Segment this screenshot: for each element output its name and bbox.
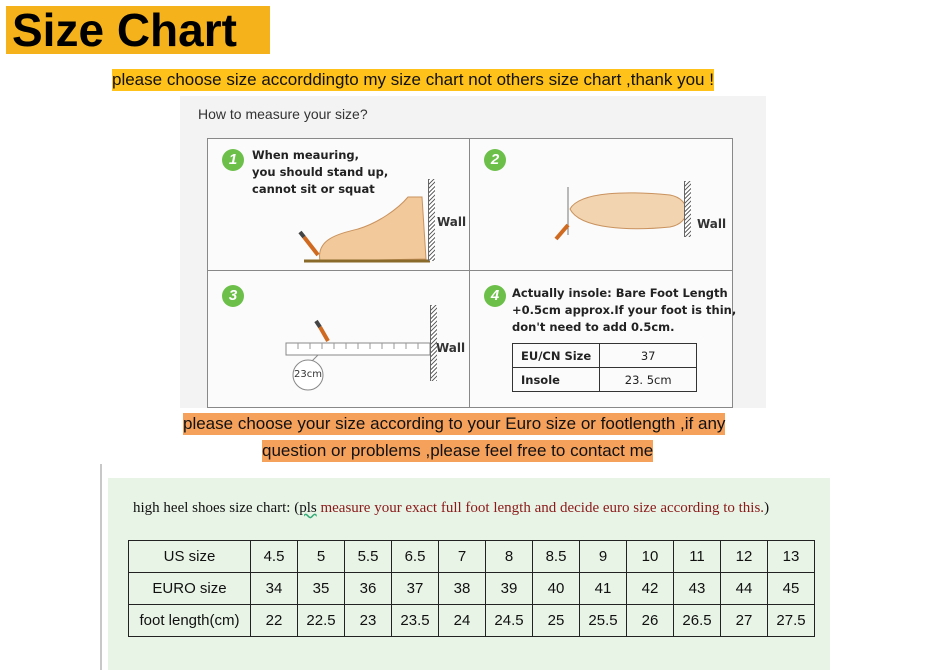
size-cell: 36 <box>345 573 392 605</box>
size-cell: 45 <box>768 573 815 605</box>
size-cell: 9 <box>580 541 627 573</box>
size-cell: 40 <box>533 573 580 605</box>
size-cell: 26 <box>627 605 674 637</box>
size-cell: 4.5 <box>251 541 298 573</box>
step-4-note: Actually insole: Bare Foot Length +0.5cm approx.If your foot is thin, don't need to add 0.5cm. <box>512 286 737 334</box>
caption-instruction: measure your exact full foot length and decide euro size according to this. <box>316 500 765 516</box>
insole-table-value: 23. 5cm <box>600 368 697 392</box>
step-1-note: When meauring, you should stand up, cannot sit or squat <box>252 148 389 196</box>
size-cell: 8 <box>486 541 533 573</box>
size-cell: 11 <box>674 541 721 573</box>
foot-top-illustration <box>470 139 732 271</box>
caption-prefix: high heel shoes size chart: ( <box>133 500 300 516</box>
row-label: foot length(cm) <box>129 605 251 637</box>
size-cell: 37 <box>392 573 439 605</box>
size-cell: 35 <box>298 573 345 605</box>
wall-graphic <box>684 181 691 237</box>
size-cell: 24 <box>439 605 486 637</box>
insole-table-label: EU/CN Size <box>513 344 600 368</box>
size-cell: 22.5 <box>298 605 345 637</box>
size-cell: 24.5 <box>486 605 533 637</box>
size-cell: 34 <box>251 573 298 605</box>
step-3-badge: 3 <box>222 285 244 307</box>
size-cell: 43 <box>674 573 721 605</box>
row-label: EURO size <box>129 573 251 605</box>
notice-size-chart: please choose size accorddingto my size chart not others size chart ,thank you ! <box>112 70 714 89</box>
size-cell: 39 <box>486 573 533 605</box>
table-row <box>129 573 815 605</box>
size-cell: 41 <box>580 573 627 605</box>
insole-table <box>512 343 697 392</box>
size-cell: 5.5 <box>345 541 392 573</box>
size-cell: 5 <box>298 541 345 573</box>
step-3-panel <box>207 270 471 408</box>
step-4-badge: 4 <box>484 285 506 307</box>
measure-guide <box>180 96 766 408</box>
insole-table-value: 37 <box>600 344 697 368</box>
size-cell: 44 <box>721 573 768 605</box>
size-cell: 13 <box>768 541 815 573</box>
title-banner <box>6 6 270 54</box>
insole-table-label: Insole <box>513 368 600 392</box>
size-cell: 7 <box>439 541 486 573</box>
wall-label: Wall <box>437 215 467 229</box>
size-cell: 12 <box>721 541 768 573</box>
table-row <box>129 541 815 573</box>
measure-heading: How to measure your size? <box>198 106 368 122</box>
page-title: Size Chart <box>12 4 237 56</box>
size-chart-caption <box>133 500 769 517</box>
size-cell: 23 <box>345 605 392 637</box>
size-cell: 23.5 <box>392 605 439 637</box>
step-1-panel <box>207 138 471 272</box>
size-cell: 25 <box>533 605 580 637</box>
wall-graphic <box>428 179 435 261</box>
size-cell: 26.5 <box>674 605 721 637</box>
step-2-badge: 2 <box>484 149 506 171</box>
table-row <box>129 605 815 637</box>
step-2-panel <box>469 138 733 272</box>
size-cell: 27 <box>721 605 768 637</box>
size-cell: 8.5 <box>533 541 580 573</box>
size-table <box>128 540 815 637</box>
size-cell: 25.5 <box>580 605 627 637</box>
notice-contact-line2: question or problems ,please feel free to contact me <box>262 441 654 460</box>
caption-pls: pls <box>299 500 317 516</box>
size-cell: 6.5 <box>392 541 439 573</box>
wall-label: Wall <box>697 217 727 231</box>
caption-suffix: ) <box>764 500 770 516</box>
step-1-badge: 1 <box>222 149 244 171</box>
size-cell: 22 <box>251 605 298 637</box>
size-cell: 10 <box>627 541 674 573</box>
wall-label: Wall <box>436 341 466 355</box>
notice-contact-line1: please choose your size according to your Euro size or footlength ,if any <box>183 414 726 433</box>
size-cell: 42 <box>627 573 674 605</box>
size-cell: 38 <box>439 573 486 605</box>
row-label: US size <box>129 541 251 573</box>
ruler-reading: 23cm <box>294 369 322 380</box>
divider <box>100 464 102 670</box>
size-cell: 27.5 <box>768 605 815 637</box>
step-4-panel <box>469 270 737 408</box>
